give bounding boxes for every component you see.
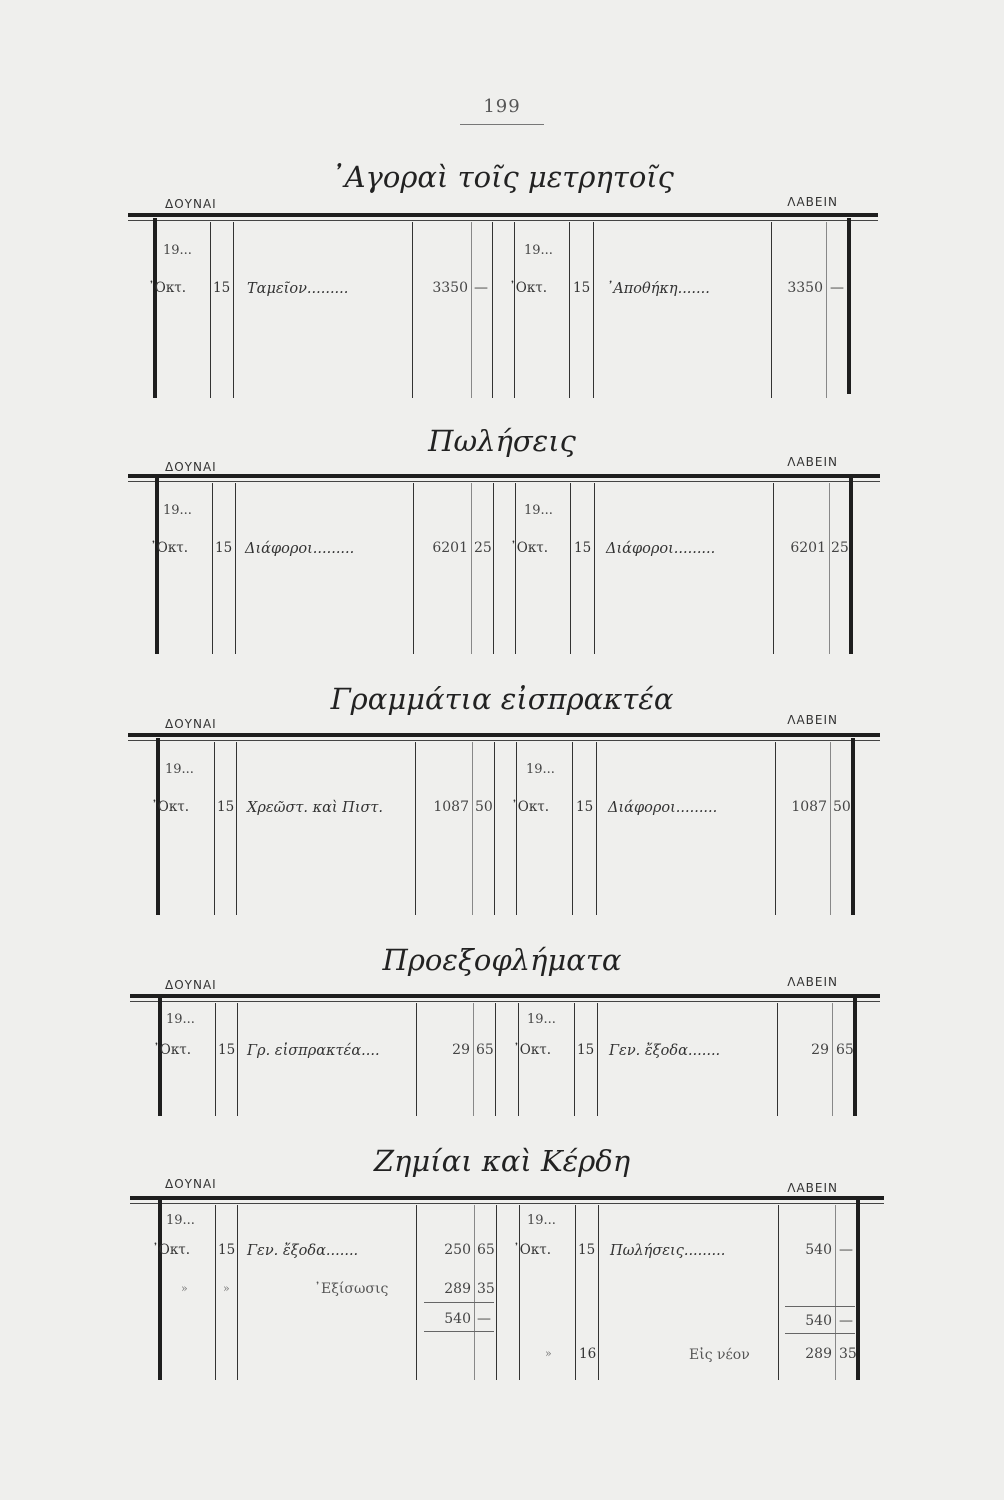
- debit-month: ᾿Οκτ.: [150, 540, 189, 556]
- total-rule: [785, 1333, 855, 1334]
- debit-year: 19...: [163, 243, 192, 258]
- credit-amount: 1087: [791, 799, 827, 815]
- column-rule: [570, 483, 571, 654]
- total-rule: [424, 1331, 494, 1332]
- debit-description: Γρ. εἰσπρακτέα....: [247, 1043, 380, 1059]
- credit-day: 16: [579, 1346, 597, 1362]
- credit-description: Εἰς νέον: [689, 1347, 750, 1363]
- debit-year: 19...: [165, 762, 194, 777]
- debit-cents: 35: [477, 1281, 495, 1297]
- account-title: Ζημίαι καὶ Κέρδη: [373, 1144, 631, 1178]
- credit-cents: —: [839, 1242, 853, 1258]
- credit-year: 19...: [527, 1213, 556, 1228]
- debit-cents: 50: [475, 799, 493, 815]
- debit-amount: 289: [444, 1281, 471, 1297]
- debit-day: 15: [215, 540, 233, 556]
- credit-amount: 29: [811, 1042, 829, 1058]
- credit-label: ΛΑΒΕΙΝ: [787, 1181, 838, 1195]
- header-rule-thin: [130, 1001, 880, 1002]
- column-rule: [471, 222, 472, 398]
- column-rule: [237, 1205, 238, 1380]
- debit-label: ΔΟΥΝΑΙ: [165, 197, 217, 211]
- header-rule: [130, 1196, 884, 1200]
- debit-year: 19...: [166, 1213, 195, 1228]
- column-rule: [771, 222, 772, 398]
- sum-rule: [785, 1306, 855, 1307]
- column-rule: [773, 483, 774, 654]
- account-title: Γραμμάτια εἰσπρακτέα: [330, 682, 674, 716]
- column-rule: [496, 1205, 497, 1380]
- credit-year: 19...: [524, 243, 553, 258]
- credit-month: ᾿Οκτ.: [511, 799, 550, 815]
- column-rule: [416, 1003, 417, 1116]
- column-rule: [493, 483, 494, 654]
- column-rule: [215, 1003, 216, 1116]
- sum-rule: [424, 1302, 494, 1303]
- account-title: Προεξοφλήματα: [382, 943, 622, 977]
- credit-description: Πωλήσεις.........: [610, 1243, 726, 1259]
- column-rule: [596, 742, 597, 915]
- debit-total: 540: [444, 1311, 471, 1327]
- column-rule: [214, 742, 215, 915]
- credit-year: 19...: [526, 762, 555, 777]
- column-rule: [835, 1205, 836, 1380]
- credit-total: 540: [805, 1313, 832, 1329]
- debit-description: Διάφοροι.........: [245, 541, 355, 557]
- credit-amount: 289: [805, 1346, 832, 1362]
- credit-month: ᾿Οκτ.: [510, 540, 549, 556]
- debit-month-ditto: »: [181, 1282, 188, 1295]
- column-rule: [210, 222, 211, 398]
- credit-cents: 25: [831, 540, 849, 556]
- debit-day: 15: [218, 1242, 236, 1258]
- credit-amount: 540: [805, 1242, 832, 1258]
- debit-description: Ταμεῖον.........: [247, 281, 349, 297]
- credit-description: Διάφοροι.........: [608, 800, 718, 816]
- column-rule: [495, 1003, 496, 1116]
- column-rule: [413, 483, 414, 654]
- credit-label: ΛΑΒΕΙΝ: [787, 713, 838, 727]
- debit-label: ΔΟΥΝΑΙ: [165, 978, 217, 992]
- column-rule: [593, 222, 594, 398]
- credit-month-ditto: »: [545, 1347, 552, 1360]
- debit-day: 15: [213, 280, 231, 296]
- header-rule-thin: [128, 481, 880, 482]
- credit-year: 19...: [524, 503, 553, 518]
- column-rule: [516, 742, 517, 915]
- account-title: ᾿Αγοραὶ τοῖς μετρητοῖς: [330, 160, 674, 194]
- column-rule: [569, 222, 570, 398]
- column-rule: [826, 222, 827, 398]
- credit-label: ΛΑΒΕΙΝ: [787, 195, 838, 209]
- column-rule: [235, 483, 236, 654]
- debit-description: Γεν. ἔξοδα.......: [247, 1243, 359, 1259]
- debit-year: 19...: [166, 1012, 195, 1027]
- credit-day: 15: [574, 540, 592, 556]
- header-rule: [128, 213, 878, 217]
- debit-amount: 250: [444, 1242, 471, 1258]
- column-rule: [847, 218, 851, 394]
- debit-total-cents: —: [477, 1311, 491, 1327]
- column-rule: [575, 1205, 576, 1380]
- column-rule: [236, 742, 237, 915]
- debit-day: 15: [218, 1042, 236, 1058]
- debit-label: ΔΟΥΝΑΙ: [165, 717, 217, 731]
- debit-label: ΔΟΥΝΑΙ: [165, 460, 217, 474]
- column-rule: [574, 1003, 575, 1116]
- column-rule: [233, 222, 234, 398]
- header-rule-thin: [128, 740, 880, 741]
- column-rule: [597, 1003, 598, 1116]
- credit-year: 19...: [527, 1012, 556, 1027]
- column-rule: [473, 1003, 474, 1116]
- column-rule: [849, 478, 853, 654]
- column-rule: [155, 478, 159, 654]
- credit-month: ᾿Οκτ.: [509, 280, 548, 296]
- credit-cents: —: [830, 280, 844, 296]
- debit-cents: 65: [476, 1042, 494, 1058]
- column-rule: [494, 742, 495, 915]
- column-rule: [572, 742, 573, 915]
- debit-day-ditto: »: [223, 1282, 230, 1295]
- column-rule: [518, 1003, 519, 1116]
- header-rule: [128, 733, 880, 737]
- column-rule: [514, 222, 515, 398]
- debit-month: ᾿Οκτ.: [148, 280, 187, 296]
- credit-cents: 35: [839, 1346, 857, 1362]
- debit-description: ᾿Εξίσωσις: [314, 1281, 389, 1297]
- credit-day: 15: [577, 1042, 595, 1058]
- column-rule: [830, 742, 831, 915]
- credit-description: Γεν. ἔξοδα.......: [609, 1043, 721, 1059]
- credit-month: ᾿Οκτ.: [513, 1242, 552, 1258]
- debit-cents: 65: [477, 1242, 495, 1258]
- credit-month: ᾿Οκτ.: [513, 1042, 552, 1058]
- header-rule-thin: [128, 220, 878, 221]
- credit-cents: 50: [833, 799, 851, 815]
- debit-cents: 25: [474, 540, 492, 556]
- credit-description: ᾿Αποθήκη.......: [606, 281, 710, 297]
- column-rule: [156, 738, 160, 915]
- column-rule: [472, 742, 473, 915]
- header-rule: [128, 474, 880, 478]
- column-rule: [598, 1205, 599, 1380]
- page-number: 199: [483, 96, 521, 117]
- header-rule-thin: [130, 1203, 884, 1204]
- credit-day: 15: [578, 1242, 596, 1258]
- debit-amount: 3350: [432, 280, 468, 296]
- debit-year: 19...: [163, 503, 192, 518]
- debit-month: ᾿Οκτ.: [152, 1242, 191, 1258]
- column-rule: [474, 1205, 475, 1380]
- column-rule: [777, 1003, 778, 1116]
- column-rule: [212, 483, 213, 654]
- column-rule: [237, 1003, 238, 1116]
- debit-cents: —: [474, 280, 488, 296]
- column-rule: [471, 483, 472, 654]
- debit-month: ᾿Οκτ.: [151, 799, 190, 815]
- credit-label: ΛΑΒΕΙΝ: [787, 975, 838, 989]
- column-rule: [832, 1003, 833, 1116]
- column-rule: [215, 1205, 216, 1380]
- column-rule: [153, 218, 157, 398]
- debit-day: 15: [217, 799, 235, 815]
- column-rule: [519, 1205, 520, 1380]
- column-rule: [775, 742, 776, 915]
- debit-amount: 1087: [433, 799, 469, 815]
- column-rule: [415, 742, 416, 915]
- column-rule: [515, 483, 516, 654]
- header-rule: [130, 994, 880, 998]
- column-rule: [851, 738, 855, 915]
- column-rule: [492, 222, 493, 398]
- column-rule: [594, 483, 595, 654]
- column-rule: [829, 483, 830, 654]
- credit-total-cents: —: [839, 1313, 853, 1329]
- debit-amount: 29: [452, 1042, 470, 1058]
- debit-amount: 6201: [432, 540, 468, 556]
- page-number-rule: [460, 124, 544, 125]
- debit-month: ᾿Οκτ.: [153, 1042, 192, 1058]
- credit-cents: 65: [836, 1042, 854, 1058]
- column-rule: [158, 1200, 162, 1380]
- credit-amount: 3350: [787, 280, 823, 296]
- debit-description: Χρεῶστ. καὶ Πιστ.: [247, 800, 384, 816]
- column-rule: [412, 222, 413, 398]
- credit-label: ΛΑΒΕΙΝ: [787, 455, 838, 469]
- credit-day: 15: [576, 799, 594, 815]
- credit-description: Διάφοροι.........: [606, 541, 716, 557]
- credit-day: 15: [573, 280, 591, 296]
- debit-label: ΔΟΥΝΑΙ: [165, 1177, 217, 1191]
- account-title: Πωλήσεις: [428, 424, 576, 458]
- credit-amount: 6201: [790, 540, 826, 556]
